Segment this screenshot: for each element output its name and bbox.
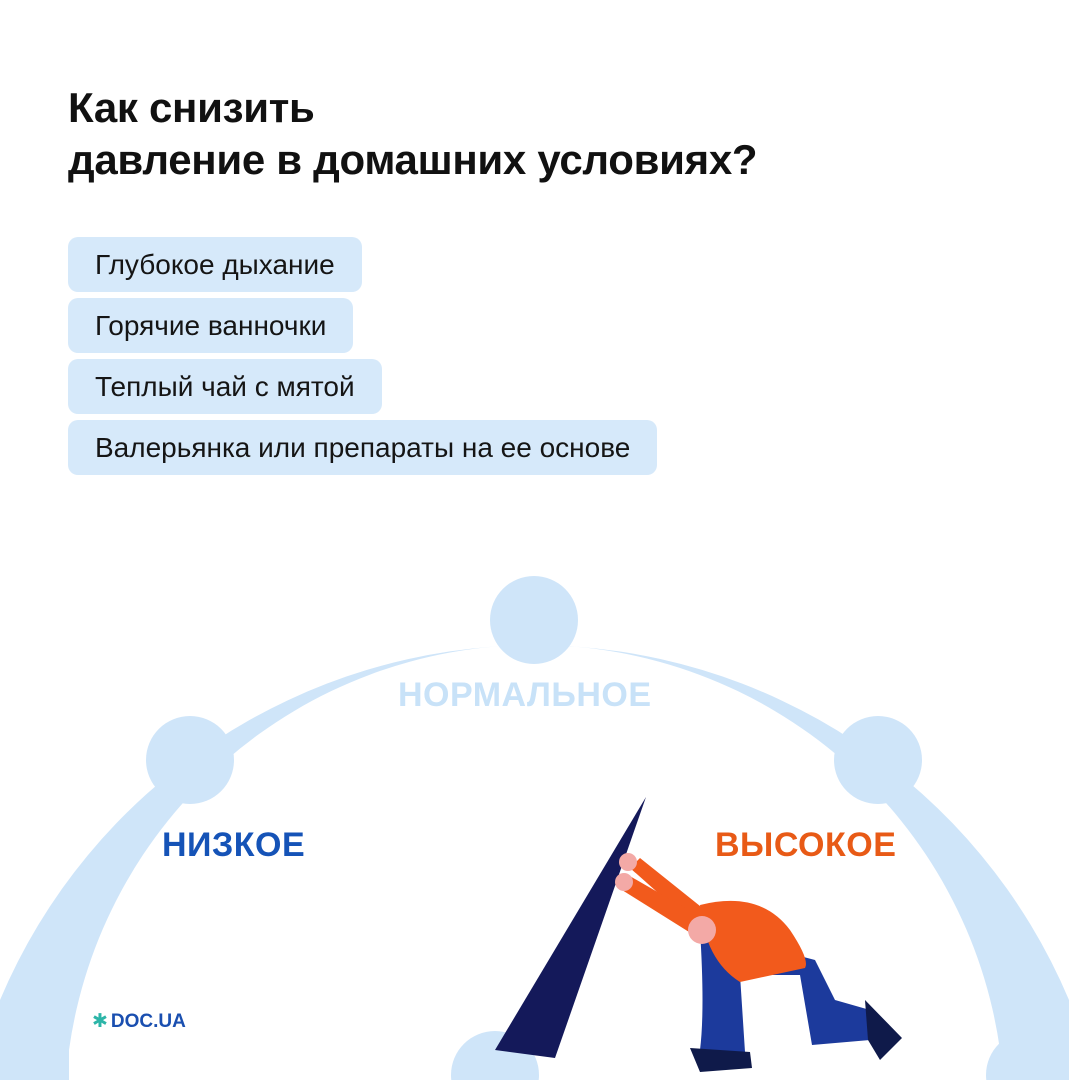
title-line-1: Как снизить: [68, 84, 315, 131]
high-pressure-label: ВЫСОКОЕ: [715, 826, 897, 864]
tip-item: Горячие ванночки: [68, 298, 353, 353]
person-pushing-needle-illustration: [615, 853, 902, 1072]
tip-item: Глубокое дыхание: [68, 237, 362, 292]
logo-asterisk-icon: ✱: [92, 1011, 108, 1032]
title-line-2: давление в домашних условиях?: [68, 136, 758, 183]
logo-text: DOC.UA: [110, 1011, 186, 1032]
normal-pressure-label: НОРМАЛЬНОЕ: [398, 676, 652, 714]
gauge-needle: [495, 797, 646, 1058]
doc-ua-logo: [92, 1010, 186, 1033]
tip-item: Теплый чай с мятой: [68, 359, 382, 414]
tip-item: Валерьянка или препараты на ее основе: [68, 420, 657, 475]
low-pressure-label: НИЗКОЕ: [162, 826, 306, 864]
